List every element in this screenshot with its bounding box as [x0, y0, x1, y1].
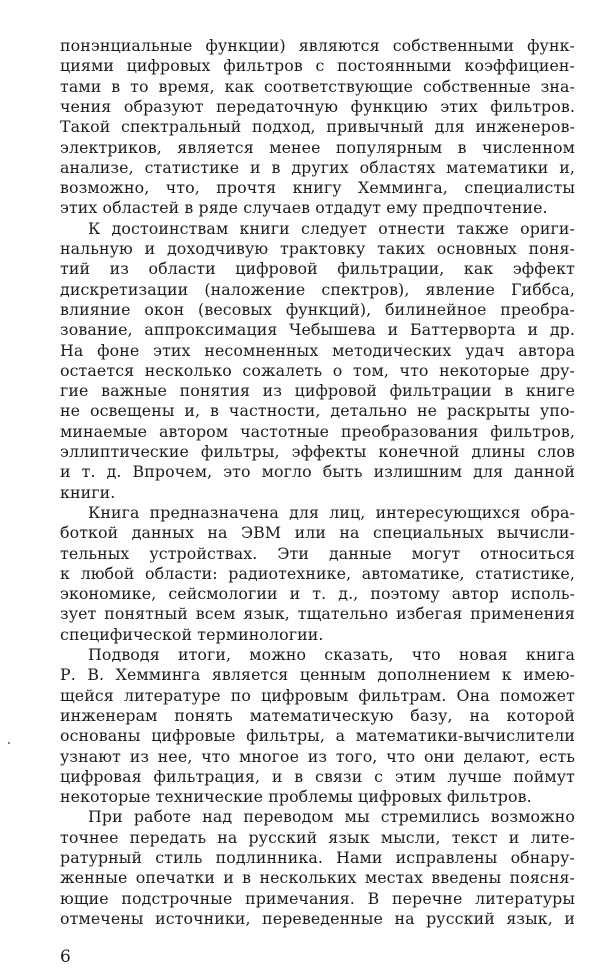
text-line: эллиптические фильтры, эффекты конечной длины слов [60, 442, 575, 461]
text-line: не освещены и, в частности, детально не раскрыты упо- [60, 401, 575, 421]
text-line: этих областей в ряде случаев отдадут ему предпочтение. [60, 198, 548, 218]
margin-speck [8, 742, 10, 744]
text-line: циями цифровых фильтров с постоянными коэффициен- [60, 56, 575, 76]
page-number: 6 [60, 947, 71, 968]
text-line: зование, аппроксимация Чебышева и Баттерворта и др. [60, 320, 575, 340]
text-line: основаны цифровые фильтры, а математики-вычислители [60, 726, 575, 746]
text-line: возможно, что, прочтя книгу Хемминга, специалисты [60, 178, 575, 198]
text-line: анализе, статистике и в других областях математики и, [60, 157, 575, 177]
paragraph-first-line: К достоинствам книги следует отнести также ориги- [88, 218, 575, 238]
text-line: щейся литературе по цифровым фильтрам. Она поможет [60, 685, 575, 705]
text-line: понэнциальные функции) являются собственными функ- [60, 36, 575, 55]
text-line: тами в то время, как соответствующие собственные зна- [60, 76, 575, 96]
text-line: Р. В. Хемминга является ценным дополнением к имею- [60, 665, 575, 685]
text-line: книги. [60, 482, 116, 502]
text-line: женные опечатки и в нескольких местах введены поясня- [60, 868, 575, 888]
paragraph-first-line: Книга предназначена для лиц, интересующихся обра- [88, 502, 575, 522]
text-line: точнее передать на русский язык мысли, текст и лите- [60, 827, 575, 847]
text-line: инженерам понять математическую базу, на которой [60, 705, 575, 725]
paragraph-first-line: При работе над переводом мы стремились возможно [88, 807, 575, 827]
text-line: цифровая фильтрация, и в связи с этим лучше поймут [60, 766, 575, 786]
text-line: гие важные понятия из цифровой фильтрации в книге [60, 381, 575, 401]
text-line: остается несколько сожалеть о том, что некоторые дру- [60, 360, 575, 380]
text-line: электриков, является менее популярным в численном [60, 137, 575, 157]
text-line: влияние окон (весовых функций), билинейное преобра- [60, 299, 575, 319]
paragraph-first-line: Подводя итоги, можно сказать, что новая книга [88, 645, 575, 664]
text-line: узнают из нее, что многое из того, что они делают, есть [60, 746, 575, 766]
text-line: тельных устройствах. Эти данные могут относиться [60, 543, 575, 563]
text-line: и т. д. Впрочем, это могло быть излишним для данной [60, 462, 575, 482]
text-line: к любой области: радиотехнике, автоматике, статистике, [60, 563, 575, 583]
text-line: нальную и доходчивую трактовку таких основных поня- [60, 239, 575, 258]
text-line: ющие подстрочные примечания. В перечне литературы [60, 888, 575, 908]
text-line: минаемые автором частотные преобразования фильтров, [60, 421, 575, 441]
text-line: экономике, сейсмологии и т. д., поэтому автор исполь- [60, 584, 575, 604]
text-line: Такой спектральный подход, привычный для инженеров- [60, 117, 575, 137]
text-line: отмечены источники, переведенные на русский язык, и [60, 908, 575, 928]
text-line: боткой данных на ЭВМ или на специальных вычисли- [60, 523, 575, 543]
text-line: некоторые технические проблемы цифровых фильтров. [60, 787, 532, 807]
text-line: чения образуют передаточную функцию этих фильтров. [60, 96, 575, 116]
text-line: зует понятный всем язык, тщательно избегая применения [60, 604, 575, 624]
text-line: На фоне этих несомненных методических удач автора [60, 340, 575, 360]
text-line: специфической терминологии. [60, 624, 324, 644]
text-line: тий из области цифровой фильтрации, как эффект [60, 259, 575, 279]
text-line: дискретизации (наложение спектров), явление Гиббса, [60, 279, 575, 299]
text-line: ратурный стиль подлинника. Нами исправлены обнару- [60, 848, 575, 867]
